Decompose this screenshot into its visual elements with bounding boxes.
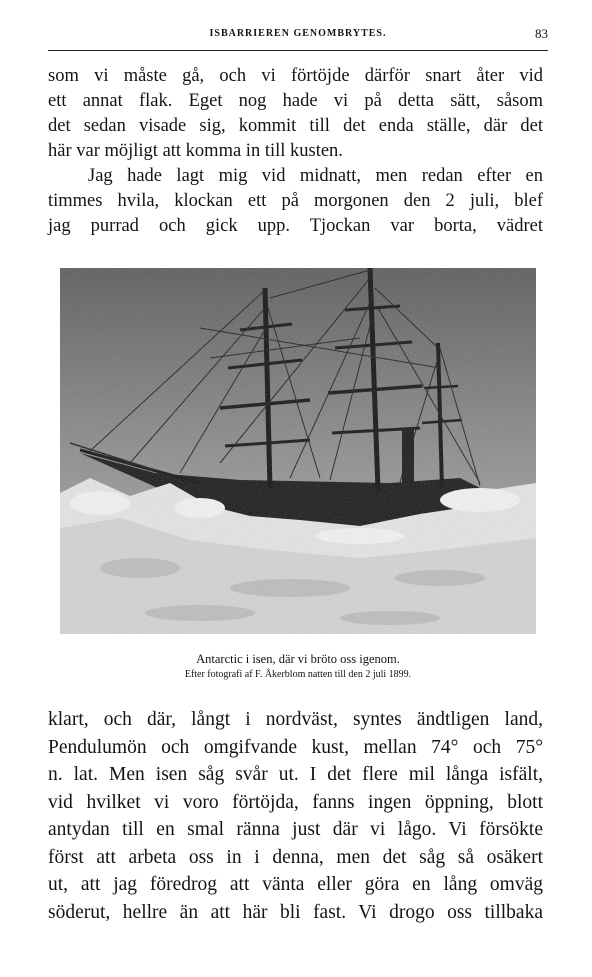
paragraph-bottom — [48, 706, 543, 926]
ship-in-ice-photo — [60, 268, 536, 634]
text-line: här var möjligt att komma in till kusten. — [48, 141, 343, 161]
text-line: ut, att jag föredrog att vänta eller göra en lång omväg — [48, 874, 543, 895]
text-line: det sedan visade sig, kommit till det enda ställe, där det — [48, 116, 543, 136]
figure-credit: Efter fotografi af F. Åkerblom natten till den 2 juli 1899. — [184, 669, 412, 680]
text-line: jag purrad och gick upp. Tjockan var borta, vädret — [48, 216, 543, 236]
text-line: klart, och där, långt i nordväst, syntes ändtligen land, — [48, 709, 543, 730]
text-line: först att arbeta oss in i denna, men det såg så osäkert — [48, 846, 543, 868]
running-header — [48, 28, 548, 44]
text-line: timmes hvila, klockan ett på morgonen den 2 juli, blef — [48, 191, 543, 211]
ship-illustration — [60, 268, 536, 634]
text-line: Pendulumön och omgifvande kust, mellan 74° och 75° — [48, 736, 543, 758]
header-rule — [48, 50, 548, 51]
figure-caption: Antarctic i isen, där vi bröto oss igenom. — [196, 652, 400, 666]
text-line: som vi måste gå, och vi förtöjde därför snart åter vid — [48, 66, 543, 86]
page-number: 83 — [535, 26, 548, 41]
text-line: ett annat flak. Eget nog hade vi på detta sätt, såsom — [48, 91, 543, 111]
text-line: n. lat. Men isen såg svår ut. I det flere mil långa isfält, — [48, 764, 543, 785]
paragraph-top — [48, 64, 543, 239]
text-line: söderut, hellre än att här bli fast. Vi drogo oss tillbaka — [48, 901, 543, 923]
text-line: Jag hade lagt mig vid midnatt, men redan efter en — [88, 166, 543, 186]
text-line: vid hvilket vi voro förtöjda, fanns ingen öppning, blott — [48, 791, 543, 813]
text-line: antydan till en smal ränna just där vi lågo. Vi försökte — [48, 819, 543, 840]
running-title: ISBARRIEREN GENOMBRYTES. — [209, 28, 387, 39]
